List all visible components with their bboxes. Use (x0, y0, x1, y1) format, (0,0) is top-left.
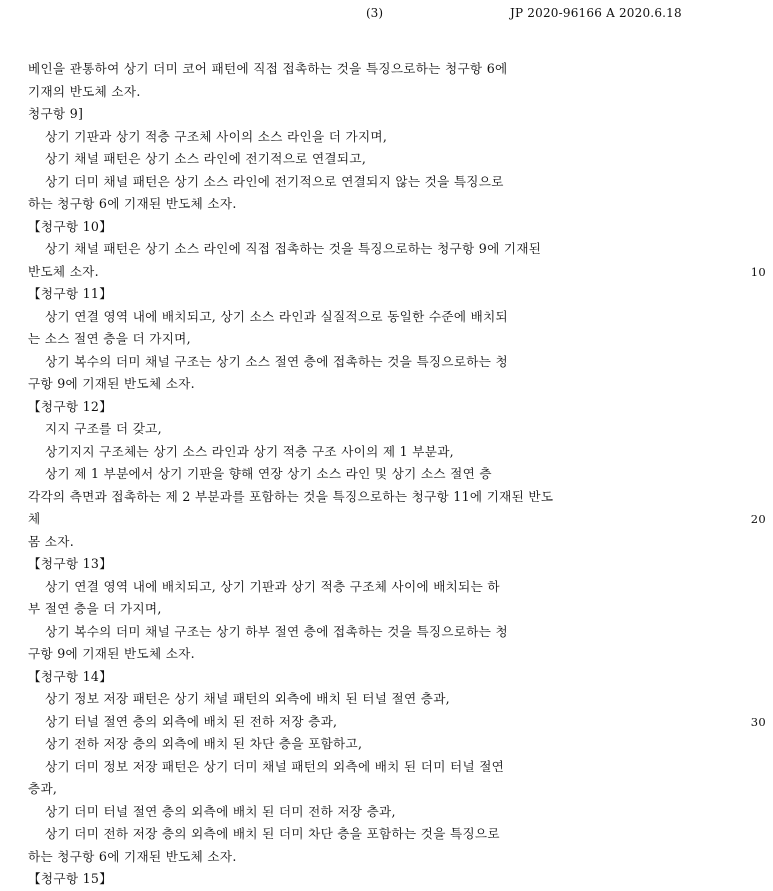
text-line (28, 261, 766, 284)
line-text: 상기 채널 패턴은 상기 소스 라인에 직접 접촉하는 것을 특징으로하는 청구항 9에 기재된 (45, 241, 542, 256)
line-number-marker: 20 (750, 512, 766, 526)
page-header (0, 6, 773, 24)
text-line (28, 756, 740, 779)
line-text: 하는 청구항 6에 기재된 반도체 소자. (28, 196, 237, 211)
line-text: 상기 전하 저장 층의 외측에 배치 된 차단 층을 포함하고, (45, 736, 363, 751)
line-text: 상기 연결 영역 내에 배치되고, 상기 기판과 상기 적층 구조체 사이에 배치되는 하 (45, 578, 500, 594)
text-line (28, 148, 740, 171)
line-text: 【청구항 12】 (28, 398, 113, 414)
line-text: 하는 청구항 6에 기재된 반도체 소자. (28, 848, 237, 864)
text-line (28, 621, 740, 644)
text-line (28, 463, 740, 486)
text-line (28, 396, 740, 419)
text-line (28, 576, 740, 599)
line-text: 상기 더미 정보 저장 패턴은 상기 더미 채널 패턴의 외측에 배치 된 더미 터널 절연 (45, 758, 505, 774)
text-line (28, 643, 740, 666)
line-text: 상기 터널 절연 층의 외측에 배치 된 전하 저장 층과, (45, 713, 338, 729)
text-line (28, 418, 740, 441)
text-line (28, 216, 740, 239)
text-line (28, 598, 740, 621)
text-line (28, 486, 740, 509)
line-text: 상기 정보 저장 패턴은 상기 채널 패턴의 외측에 배치 된 터널 절연 층과, (45, 691, 450, 706)
text-line (28, 553, 740, 576)
line-text: 상기지지 구조체는 상기 소스 라인과 상기 적층 구조 사이의 제 1 부분과, (45, 443, 454, 459)
text-line (28, 666, 740, 689)
line-text: 구항 9에 기재된 반도체 소자. (28, 376, 195, 391)
text-line (28, 508, 766, 531)
line-text: 【청구항 11】 (28, 286, 113, 301)
line-text: 【청구항 13】 (28, 556, 113, 571)
line-text: 몸 소자. (28, 533, 75, 549)
text-line (28, 846, 740, 869)
claims-text-body (28, 58, 766, 891)
text-line (28, 58, 740, 81)
publication-number: JP 2020-96166 A 2020.6.18 (510, 6, 682, 20)
line-text: 상기 더미 채널 패턴은 상기 소스 라인에 전기적으로 연결되지 않는 것을 특징으로 (45, 173, 504, 189)
text-line (28, 328, 740, 351)
text-line (28, 823, 740, 846)
text-line (28, 171, 740, 194)
line-text: 청구항 9] (28, 106, 84, 121)
line-text: 【청구항 10】 (28, 218, 113, 234)
line-text: 상기 더미 터널 절연 층의 외측에 배치 된 더미 전하 저장 층과, (45, 803, 396, 819)
text-line (28, 801, 740, 824)
line-text: 체 (28, 511, 41, 526)
page-number: (3) (366, 6, 383, 20)
text-line (28, 238, 740, 261)
line-text: 상기 복수의 더미 채널 구조는 상기 소스 절연 층에 접촉하는 것을 특징으로하는 청 (45, 353, 509, 369)
text-line (28, 778, 740, 801)
line-text: 【청구항 14】 (28, 668, 113, 684)
line-text: 기재의 반도체 소자. (28, 83, 141, 99)
line-text: 부 절연 층을 더 가지며, (28, 601, 162, 616)
text-line (28, 711, 766, 734)
text-line (28, 688, 740, 711)
text-line (28, 868, 740, 891)
line-text: 반도체 소자. (28, 263, 99, 279)
line-number-marker: 30 (750, 714, 766, 729)
text-line (28, 306, 740, 329)
text-line (28, 81, 740, 104)
line-number-marker: 10 (750, 264, 766, 279)
line-text: 구항 9에 기재된 반도체 소자. (28, 646, 195, 661)
line-text: 상기 채널 패턴은 상기 소스 라인에 전기적으로 연결되고, (45, 151, 367, 166)
text-line (28, 351, 740, 374)
text-line (28, 193, 740, 216)
line-text: 베인을 관통하여 상기 더미 코어 패턴에 직접 접촉하는 것을 특징으로하는 청구항 6에 (28, 61, 508, 76)
text-line (28, 531, 740, 554)
text-line (28, 373, 740, 396)
text-line (28, 733, 740, 756)
line-text: 상기 연결 영역 내에 배치되고, 상기 소스 라인과 실질적으로 동일한 수준에 배치되 (45, 308, 509, 324)
line-text: 지지 구조를 더 갖고, (45, 421, 162, 436)
text-line (28, 441, 740, 464)
line-text: 각각의 측면과 접촉하는 제 2 부분과를 포함하는 것을 특징으로하는 청구항 11에 기재된 반도 (28, 488, 554, 504)
line-text: 상기 기판과 상기 적층 구조체 사이의 소스 라인을 더 가지며, (45, 128, 388, 144)
line-text: 상기 더미 전하 저장 층의 외측에 배치 된 더미 차단 층을 포함하는 것을 특징으로 (45, 826, 500, 841)
line-text: 【청구항 15】 (28, 871, 113, 886)
text-line (28, 126, 740, 149)
text-line (28, 283, 740, 306)
line-text: 상기 제 1 부분에서 상기 기판을 향해 연장 상기 소스 라인 및 상기 소스 절연 층 (45, 466, 492, 481)
text-line (28, 103, 740, 126)
line-text: 는 소스 절연 층을 더 가지며, (28, 331, 191, 346)
line-text: 상기 복수의 더미 채널 구조는 상기 하부 절연 층에 접촉하는 것을 특징으로하는 청 (45, 623, 509, 639)
line-text: 층과, (28, 781, 58, 796)
